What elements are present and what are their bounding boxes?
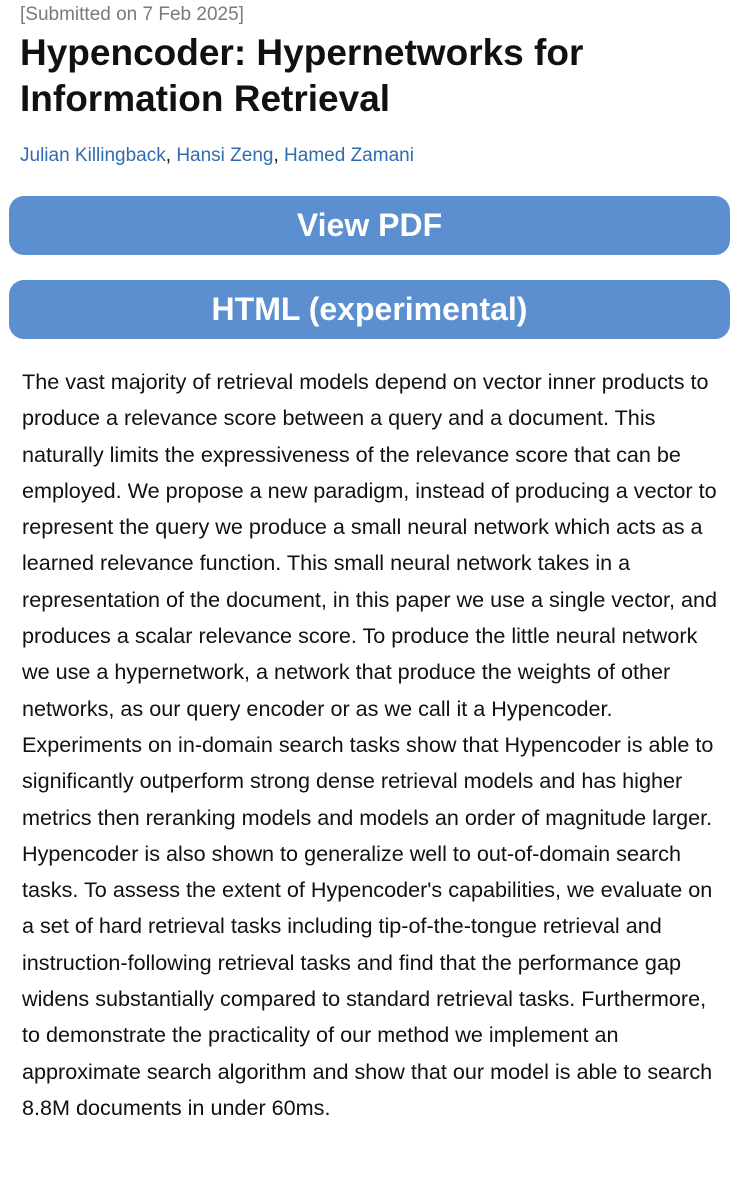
abstract-text: The vast majority of retrieval models depend on vector inner products to produce a relevance score between a query and a document. This naturally limits the expressiveness of the relevance score that can be employed. We propose a new paradigm, instead of producing a vector to represent the query we produce a small neural network which acts as a learned relevance function. This small neural network takes in a representation of the document, in this paper we use a single vector, and produces a scalar relevance score. To produce the little neural network we use a hypernetwork, a network that produce the weights of other networks, as our query encoder or as we call it a Hypencoder. Experiments on in-domain search tasks show that Hypencoder is able to significantly outperform strong dense retrieval models and has higher metrics then reranking models and models an order of magnitude larger. Hypencoder is also shown to generalize well to out-of-domain search tasks. To assess the extent of Hypencoder's capabilities, we evaluate on a set of hard retrieval tasks including tip-of-the-tongue retrieval and instruction-following retrieval tasks and find that the performance gap widens substantially compared to standard retrieval tasks. Furthermore, to demonstrate the practicality of our method we implement an approximate search algorithm and show that our model is able to search 8.8M documents in under 60ms. [22, 369, 718, 1120]
author-link-zeng[interactable]: Hansi Zeng [176, 145, 274, 166]
paper-title: Hypencoder: Hypernetworks for Information Retrieval [20, 32, 584, 119]
submission-date: [Submitted on 7 Feb 2025] [20, 4, 244, 25]
html-experimental-button[interactable]: HTML (experimental) [9, 280, 730, 339]
author-separator: , [165, 145, 177, 166]
author-separator: , [273, 145, 285, 166]
author-list [20, 144, 414, 168]
author-link-killingback[interactable]: Julian Killingback [20, 145, 166, 166]
author-link-zamani[interactable]: Hamed Zamani [284, 145, 414, 166]
view-pdf-button[interactable]: View PDF [9, 196, 730, 255]
